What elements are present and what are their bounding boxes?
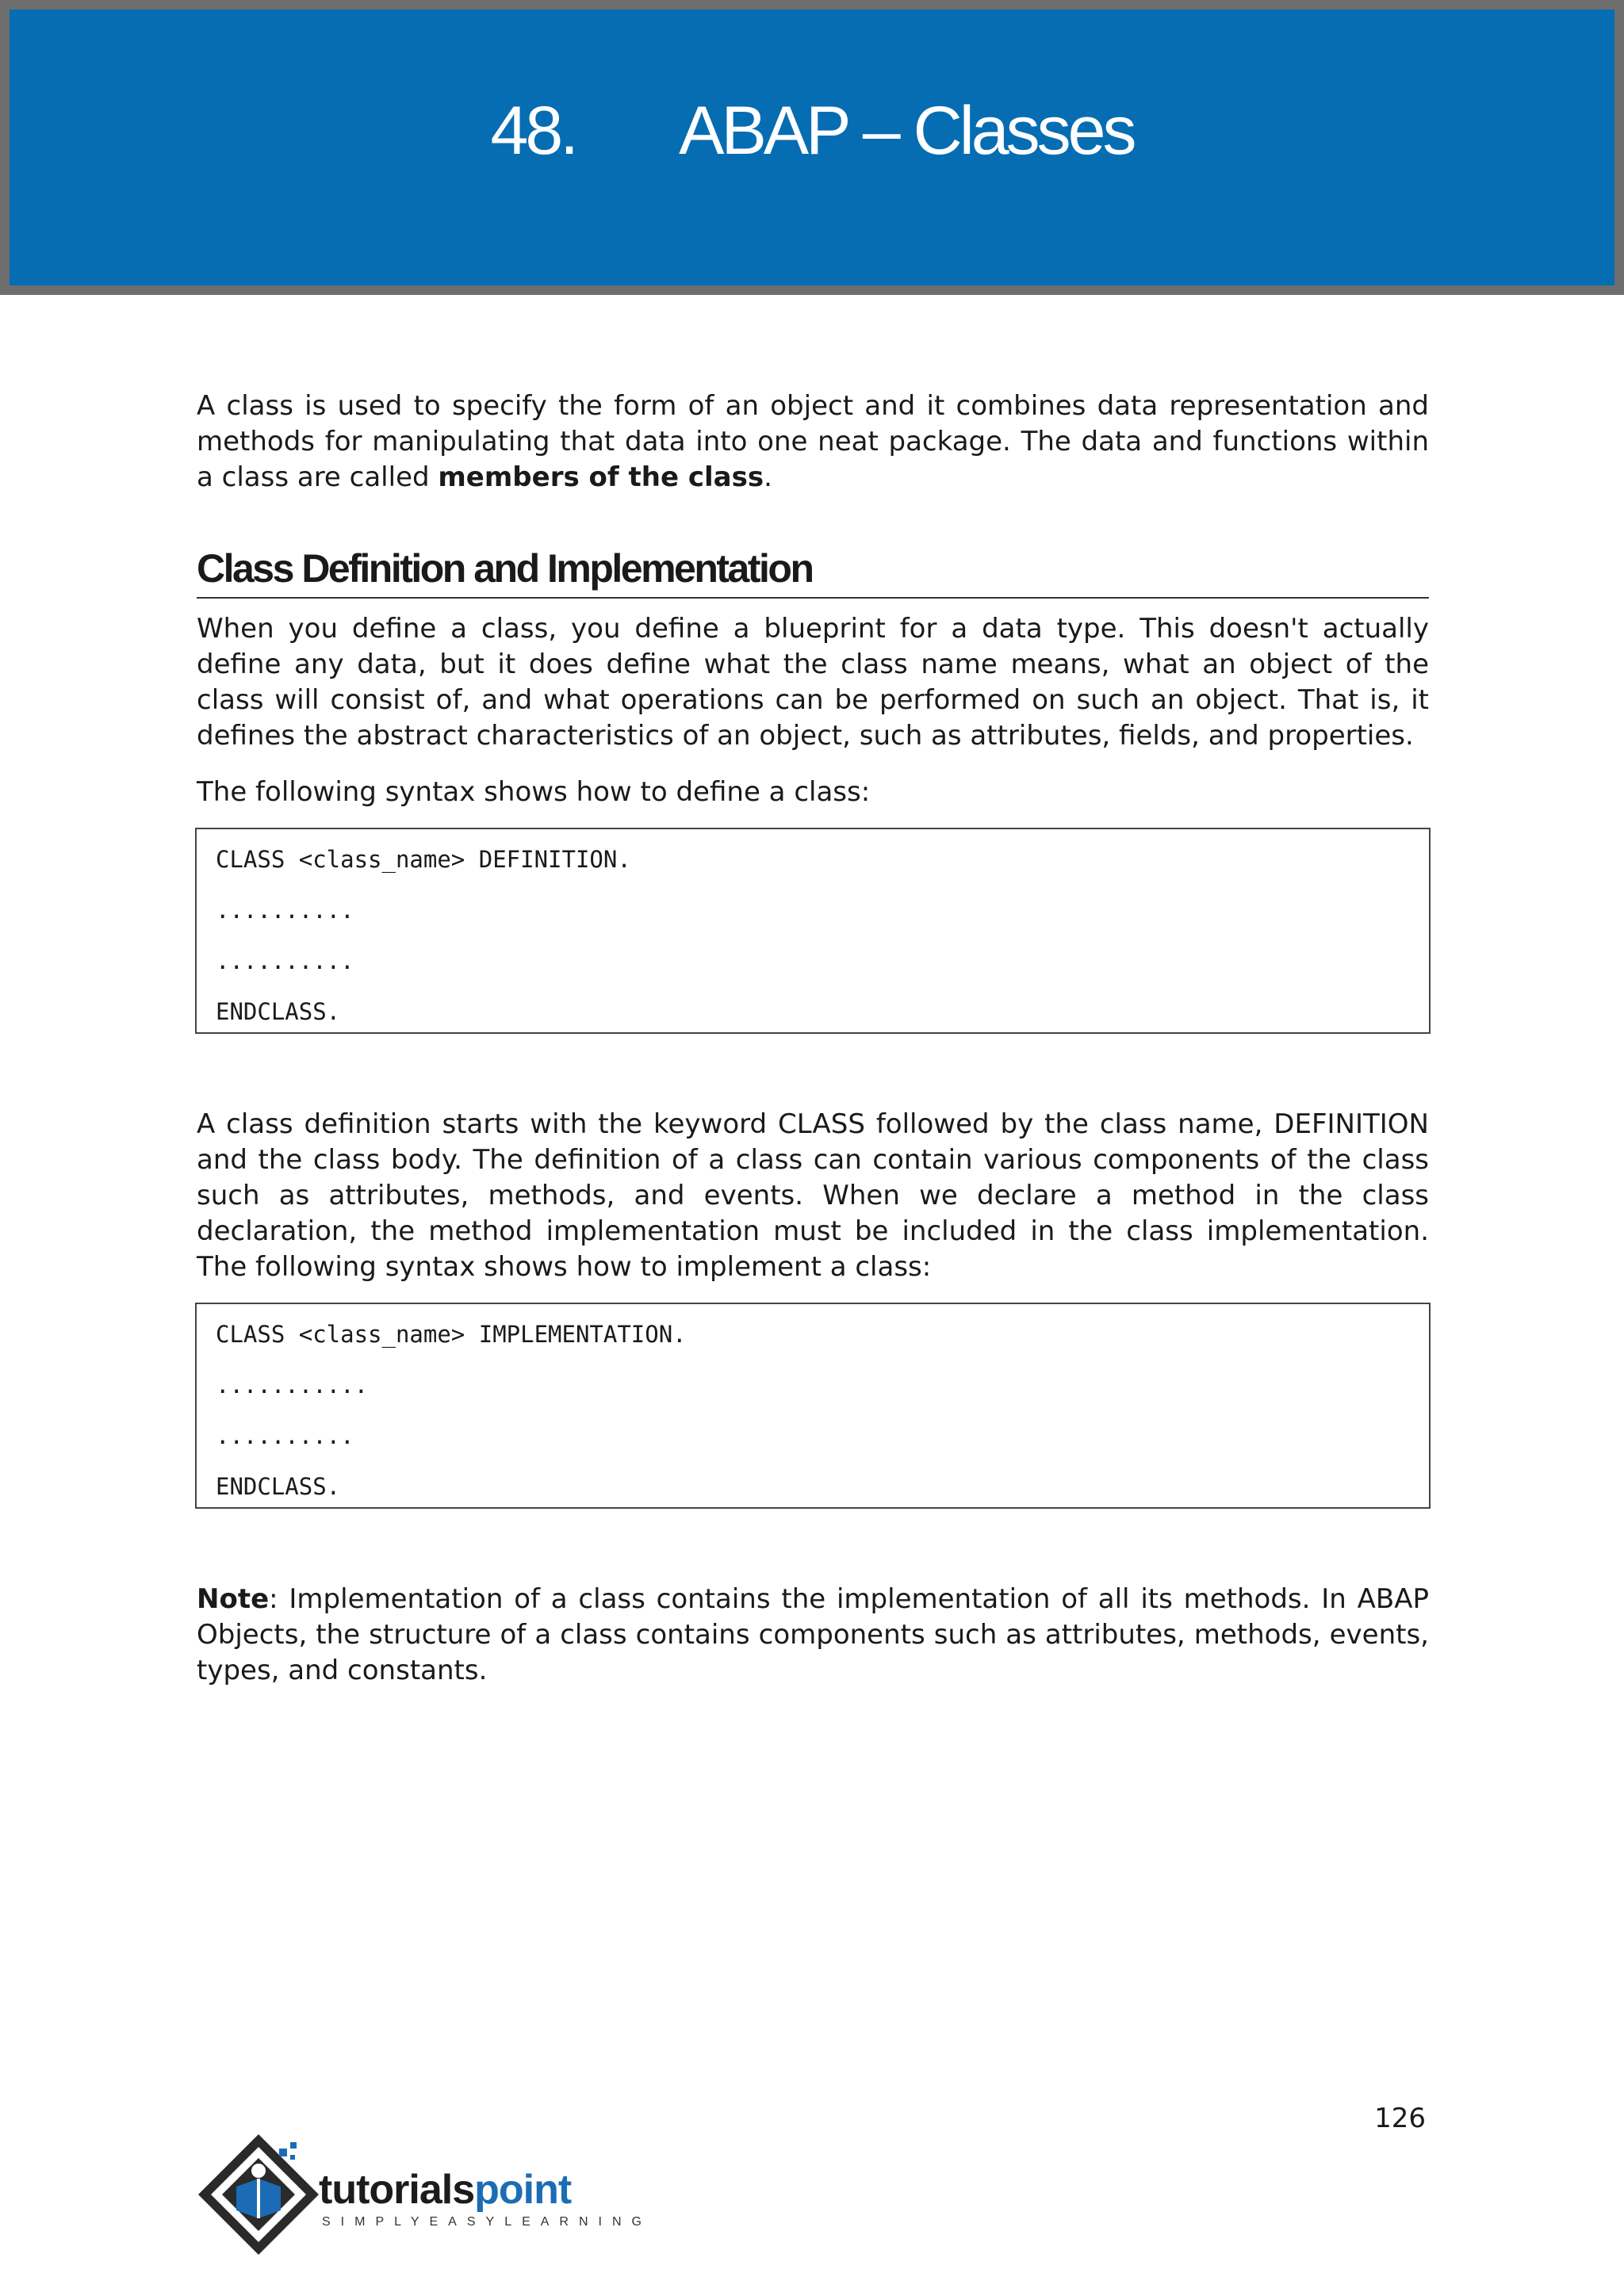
page-content — [197, 388, 1429, 1689]
code-line: CLASS <class_name> DEFINITION. — [216, 846, 631, 873]
intro-bold-term: members of the class — [438, 461, 764, 493]
note-label: Note — [197, 1583, 270, 1615]
code-line: .......... — [216, 897, 354, 924]
chapter-title-text: ABAP – Classes — [679, 93, 1134, 169]
intro-end: . — [764, 461, 772, 493]
note-text: : Implementation of a class contains the implementation of all its methods. In ABAP Objects, the structure of a class contains components such as attributes, methods, events, types, and constants. — [197, 1583, 1429, 1686]
code-line: CLASS <class_name> IMPLEMENTATION. — [216, 1321, 687, 1348]
chapter-banner — [0, 0, 1624, 295]
chapter-banner-fill — [10, 10, 1614, 285]
note-paragraph — [197, 1582, 1429, 1689]
intro-paragraph — [197, 388, 1429, 496]
implementation-paragraph: A class definition starts with the keyword CLASS followed by the class name, DEFINITION and the class body. The definition of a class can contain various components of the class such as attributes, methods, and events. When we declare a method in the class declaration, the method implementation must be included in the class implementation. The following syntax shows how to implement a class: — [197, 1108, 1429, 1283]
code-line: ENDCLASS. — [216, 998, 341, 1025]
code-block-definition — [195, 828, 1431, 1034]
page-number: 126 — [1374, 2103, 1426, 2134]
code-block-implementation — [195, 1303, 1431, 1509]
logo-wordmark — [319, 2166, 571, 2214]
logo-tagline: SIMPLYEASYLEARNING — [322, 2215, 652, 2229]
code-line: ........... — [216, 1372, 369, 1399]
tutorialspoint-logo — [195, 2131, 652, 2261]
code-line: ENDCLASS. — [216, 1473, 341, 1500]
section-heading: Class Definition and Implementation — [197, 545, 1429, 599]
chapter-title — [10, 93, 1614, 169]
definition-paragraph: When you define a class, you define a blueprint for a data type. This doesn't actually define any data, but it does define what the class name means, what an object of the class will consist of, and what operations can be performed on such an object. That is, it defines the abstract characteristics of an object, such as attributes, fields, and properties. — [197, 613, 1429, 752]
code-line: .......... — [216, 1422, 354, 1449]
intro-text: A class is used to specify the form of an object and it combines data representation and methods for manipulating that data into one neat package. The data and functions within a class are called — [197, 390, 1429, 493]
logo-wordmark-dark: tutorials — [319, 2167, 475, 2213]
chapter-number: 48. — [490, 93, 576, 169]
logo-wordmark-blue: point — [474, 2167, 572, 2213]
logo-diamond-icon — [195, 2131, 322, 2258]
code-line: .......... — [216, 947, 354, 974]
syntax-intro: The following syntax shows how to define a class: — [197, 776, 871, 808]
